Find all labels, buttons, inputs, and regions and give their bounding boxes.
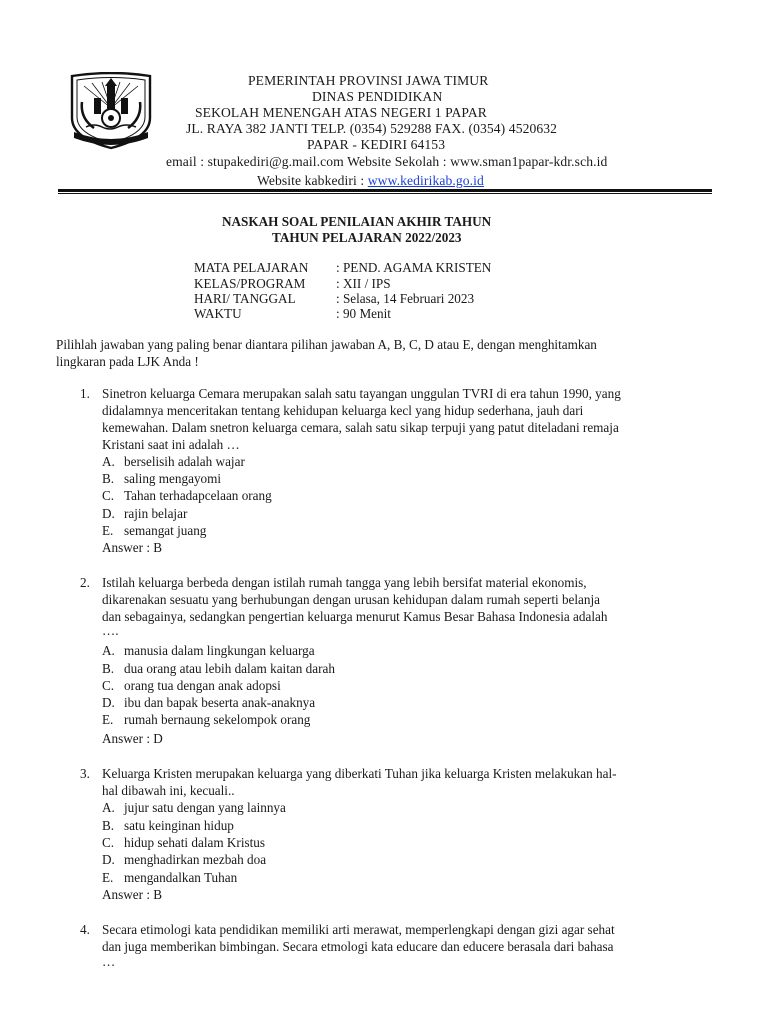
question-number: 3. — [80, 766, 90, 781]
exam-title: NASKAH SOAL PENILAIAN AKHIR TAHUN — [222, 214, 492, 229]
question-1-option-b: B. saling mengayomi — [102, 471, 222, 486]
question-number: 4. — [80, 922, 90, 937]
question-2-text-line: …. — [102, 623, 119, 638]
letterhead-province: PEMERINTAH PROVINSI JAWA TIMUR — [248, 73, 489, 88]
info-time-label: WAKTU — [194, 306, 242, 321]
question-2-option-b: B. dua orang atau lebih dalam kaitan darah — [102, 661, 335, 676]
question-2-option-c: C. orang tua dengan anak adopsi — [102, 678, 281, 693]
info-date-label: HARI/ TANGGAL — [194, 291, 296, 306]
letterhead-department: DINAS PENDIDIKAN — [312, 89, 443, 104]
website-label: Website kabkediri : — [257, 173, 368, 188]
kedirikab-website-link[interactable]: www.kedirikab.go.id — [367, 173, 484, 188]
question-2-text-line: dan sebagainya, sedangkan pengertian keluarga menurut Kamus Besar Bahasa Indonesia adalah — [102, 609, 608, 624]
jawa-timur-crest-logo — [64, 72, 158, 150]
question-2-option-d: D. ibu dan bapak beserta anak-anaknya — [102, 695, 316, 710]
question-1-text-line: didalamnya menceritakan tentang kehidupan keluarga kecl yang hidup sederhana, jauh dari — [102, 403, 584, 418]
instructions-line-2: lingkaran pada LJK Anda ! — [56, 354, 199, 369]
question-1-text-line: Sinetron keluarga Cemara merupakan salah satu tayangan unggulan TVRI di era tahun 1990, yang — [102, 386, 621, 401]
instructions-line-1: Pilihlah jawaban yang paling benar diantara pilihan jawaban A, B, C, D atau E, dengan menghitamkan — [56, 337, 597, 352]
letterhead-school-name: SEKOLAH MENENGAH ATAS NEGERI 1 PAPAR — [195, 105, 487, 120]
question-1-option-c: C. Tahan terhadapcelaan orang — [102, 488, 272, 503]
question-1-text-line: kemewahan. Dalam snetron keluarga cemara, salah satu sikap terpuji yang patut diteladani remaja — [102, 420, 619, 435]
info-class-label: KELAS/PROGRAM — [194, 276, 306, 291]
info-date-value: : Selasa, 14 Februari 2023 — [336, 291, 475, 306]
question-2-text-line: Istilah keluarga berbeda dengan istilah rumah tangga yang lebih bersifat material ekonomis, — [102, 575, 587, 590]
question-3-option-b: B. satu keinginan hidup — [102, 818, 234, 833]
question-2-answer: Answer : D — [102, 731, 163, 746]
question-4-text-line: … — [102, 954, 116, 969]
question-2-option-a: A. manusia dalam lingkungan keluarga — [102, 643, 315, 658]
academic-year: TAHUN PELAJARAN 2022/2023 — [272, 230, 462, 245]
question-1-option-e: E. semangat juang — [102, 523, 207, 538]
letterhead-divider-thin — [58, 193, 712, 194]
letterhead-website-line — [257, 173, 484, 189]
letterhead-contact: email : stupakediri@g.mail.com Website Sekolah : www.sman1papar-kdr.sch.id — [166, 154, 608, 169]
question-3-option-e: E. mengandalkan Tuhan — [102, 870, 238, 885]
question-number: 1. — [80, 386, 90, 401]
question-4-text-line: Secara etimologi kata pendidikan memiliki arti merawat, memperlengkapi dengan gizi agar sehat — [102, 922, 615, 937]
question-1-text-line: Kristani saat ini adalah … — [102, 437, 240, 452]
letterhead-address: JL. RAYA 382 JANTI TELP. (0354) 529288 FAX. (0354) 4520632 — [186, 121, 558, 136]
question-3-option-d: D. menghadirkan mezbah doa — [102, 852, 267, 867]
question-1-answer: Answer : B — [102, 540, 163, 555]
question-3-option-c: C. hidup sehati dalam Kristus — [102, 835, 266, 850]
question-2-option-e: E. rumah bernaung sekelompok orang — [102, 712, 311, 727]
question-3-option-a: A. jujur satu dengan yang lainnya — [102, 800, 286, 815]
info-class-value: : XII / IPS — [336, 276, 391, 291]
info-subject-value: : PEND. AGAMA KRISTEN — [336, 260, 492, 275]
question-2-text-line: dikarenakan sesuatu yang berhubungan dengan urusan kehidupan dalam rumah seperti belanja — [102, 592, 601, 607]
question-3-text-line: Keluarga Kristen merupakan keluarga yang diberkati Tuhan jika keluarga Kristen melakukan hal- — [102, 766, 617, 781]
letterhead-divider-thick — [58, 189, 712, 192]
question-4-text-line: dan juga memberikan bimbingan. Secara etmologi kata educare dan educere berasala dari bahasa — [102, 939, 614, 954]
letterhead-city: PAPAR - KEDIRI 64153 — [307, 137, 446, 152]
question-number: 2. — [80, 575, 90, 590]
question-3-text-line: hal dibawah ini, kecuali.. — [102, 783, 235, 798]
info-subject-label: MATA PELAJARAN — [194, 260, 309, 275]
question-3-answer: Answer : B — [102, 887, 163, 902]
info-time-value: : 90 Menit — [336, 306, 391, 321]
question-1-option-d: D. rajin belajar — [102, 506, 188, 521]
question-1-option-a: A. berselisih adalah wajar — [102, 454, 245, 469]
